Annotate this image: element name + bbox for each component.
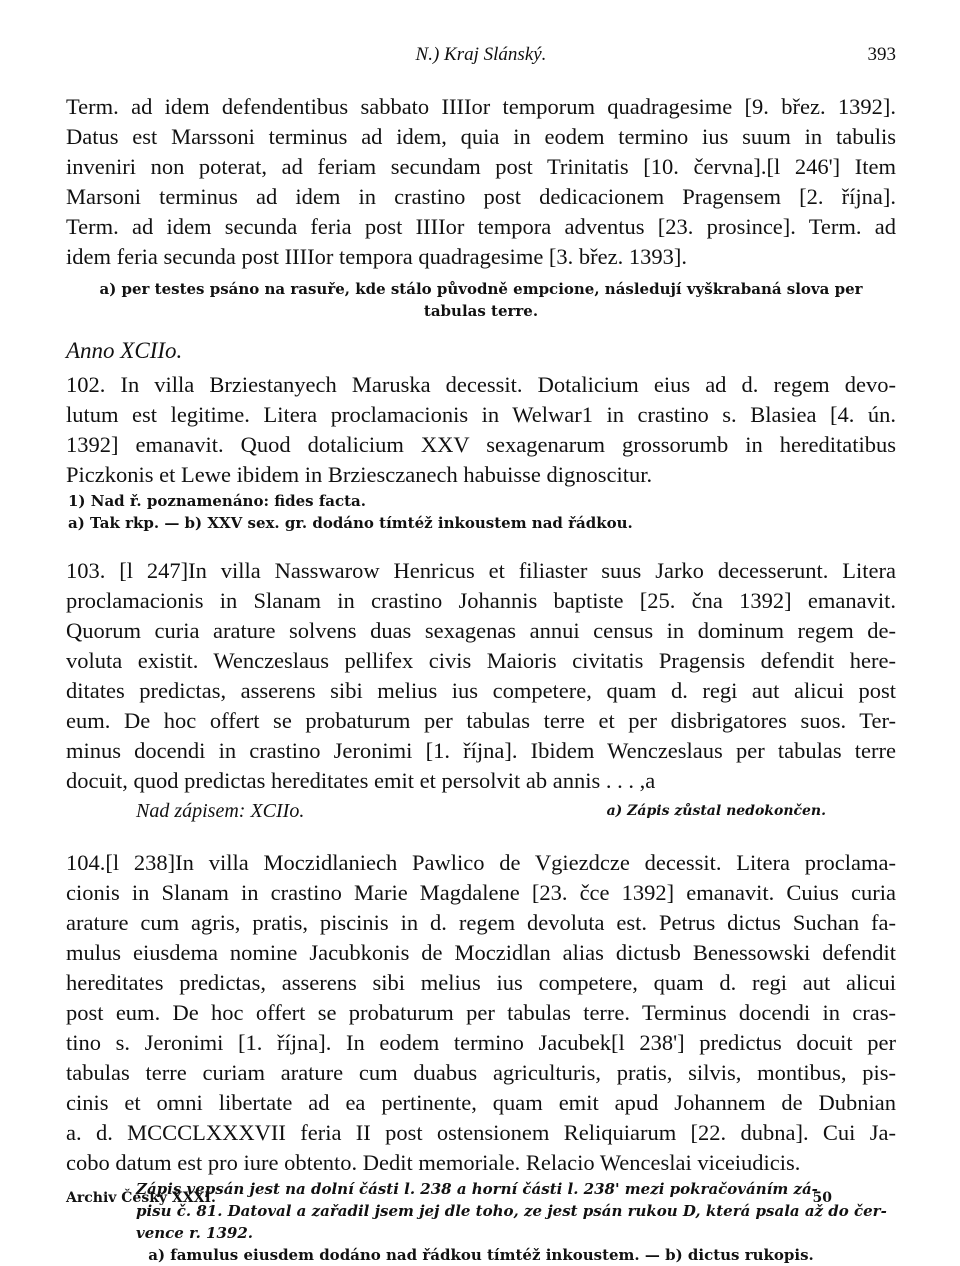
text-line: lutum est legitime. Litera proclamacionis in Welwar1 in crastino s. Blasiea [4. ún. xyxy=(66,402,896,427)
text-line: Term. ad idem defendentibus sabbato IIIIor temporum quadragesime [9. břez. 1392]. xyxy=(66,94,896,119)
text-line: 103. [l 247]In villa Nasswarow Henricus et filiaster suus Jarko decesserunt. Litera xyxy=(66,558,896,583)
text-line: tino s. Jeronimi [1. října]. In eodem termino Jacubek[l 238'] predictus docuit per xyxy=(66,1030,896,1055)
text-line: inveniri non poterat, ad feriam secundam post Trinitatis [10. června].[l 246'] Item xyxy=(66,154,896,179)
text-line: mulus eiusdema nomine Jacubkonis de Moczidlan alias dictusb Benessowski defendit xyxy=(66,940,896,965)
text-line: hereditates predictas, asserens sibi melius ius competere, quam d. regi aut alicui xyxy=(66,970,896,995)
text-line: 104.[l 238]In villa Moczidlaniech Pawlico de Vgiezdcze decessit. Litera proclama- xyxy=(66,850,896,875)
footnote: a) per testes psáno na rasuře, kde stálo původně empcione, následují vyškrabaná slova per tabulas terre. xyxy=(99,280,863,320)
note-line: Zápis vepsán jest na dolní části l. 238 a horní části l. 238' mezi pokračováním zá- xyxy=(136,1180,818,1198)
text-line: cionis in Slanam in crastino Marie Magdalene [23. čce 1392] emanavit. Cuius curia xyxy=(66,880,896,905)
marginal-note xyxy=(66,796,896,826)
footnote: a) Zápis zůstal nedokončen. xyxy=(606,803,826,819)
page-number: 393 xyxy=(867,44,896,65)
spacer xyxy=(66,826,896,848)
entry-104 xyxy=(66,848,896,1178)
text-line: Piczkonis et Lewe ibidem in Brziesczanech habuisse dignoscitur. xyxy=(66,462,653,487)
footer-publication: Archiv Český XXXI. xyxy=(66,1190,216,1206)
footnote: a) Tak rkp. — b) XXV sex. gr. dodáno tímtéž inkoustem nad řádkou. xyxy=(68,514,633,532)
text-line: docuit, quod predictas hereditates emit et persolvit ab annis . . . ,a xyxy=(66,768,656,793)
text-line: Quorum curia arature solvens duas sexagenas annui census in dominum regem de- xyxy=(66,618,896,643)
text-line: ditates predictas, asserens sibi melius ius competere, quam d. regi aut alicui post xyxy=(66,678,896,703)
text-line: arature cum agris, pratis, piscinis in d. regem devoluta est. Petrus dictus Suchan fa- xyxy=(66,910,896,935)
paragraph-continuation xyxy=(66,92,896,272)
spacer xyxy=(66,534,896,556)
text-line: minus docendi in crastino Jeronimi [1. října]. Ibidem Wenczeslaus per tabulas terre xyxy=(66,738,896,763)
text-line: 102. In villa Brziestanyech Maruska decessit. Dotalicium eius ad d. regem devo- xyxy=(66,372,896,397)
text-line: voluta existit. Wenczeslaus pellifex civis Maioris civitatis Pragensis defendit here- xyxy=(66,648,896,673)
text-line: eum. De hoc offert se probaturum per tabulas terre et per disbrigatores suos. Ter- xyxy=(66,708,896,733)
text-line: Marsoni terminus ad idem in crastino post dedicacionem Pragensem [2. října]. xyxy=(66,184,896,209)
text-line: proclamacionis in Slanam in crastino Johannis baptiste [25. čna 1392] emanavit. xyxy=(66,588,896,613)
note-line: pisu č. 81. Datoval a zařadil jsem jej dle toho, ze jest psán rukou D, která psala až do čer- xyxy=(136,1202,887,1220)
footnote: a) famulus eiusdem dodáno nad řádkou tímtéž inkoustem. — b) dictus rukopis. xyxy=(148,1246,814,1264)
footer-signature: 50 xyxy=(812,1190,832,1206)
year-heading: Anno XCIIo. xyxy=(66,338,183,363)
document-body xyxy=(66,92,896,1266)
text-line: post eum. De hoc offert se probaturum per tabulas terre. Terminus docendi in cras- xyxy=(66,1000,896,1025)
entry-103 xyxy=(66,556,896,796)
text-line: Datus est Marssoni terminus ad idem, quia in eodem termino ius suum in tabulis xyxy=(66,124,896,149)
nad-zapisem-text: Nad zápisem: XCIIo. xyxy=(136,800,305,822)
text-line: Term. ad idem secunda feria post IIIIor tempora adventus [23. prosince]. Term. ad xyxy=(66,214,896,239)
text-line: idem feria secunda post IIIIor tempora quadragesime [3. břez. 1393]. xyxy=(66,244,688,269)
running-title: N.) Kraj Slánský. xyxy=(415,44,547,65)
editorial-note xyxy=(66,1178,896,1244)
text-line: cobo datum est pro iure obtento. Dedit memoriale. Relacio Wenceslai viceiudicis. xyxy=(66,1150,801,1175)
text-line: a. d. MCCCLXXXVII feria II post ostensionem Reliquiarum [22. dubna]. Cui Ja- xyxy=(66,1120,896,1145)
entry-102 xyxy=(66,370,896,490)
note-line: vence r. 1392. xyxy=(136,1224,254,1242)
text-line: cinis et omni libertate ad ea pertinente, quam emit apud Johannem de Dubnian xyxy=(66,1090,896,1115)
text-line: tabulas terre curiam arature cum duabus agriculturis, pratis, silvis, montibus, pis- xyxy=(66,1060,896,1085)
footnote: 1) Nad ř. poznamenáno: fides facta. xyxy=(68,492,366,510)
text-line: 1392] emanavit. Quod dotalicium XXV sexagenarum grossorumb in hereditatibus xyxy=(66,432,896,457)
running-header xyxy=(66,44,896,68)
